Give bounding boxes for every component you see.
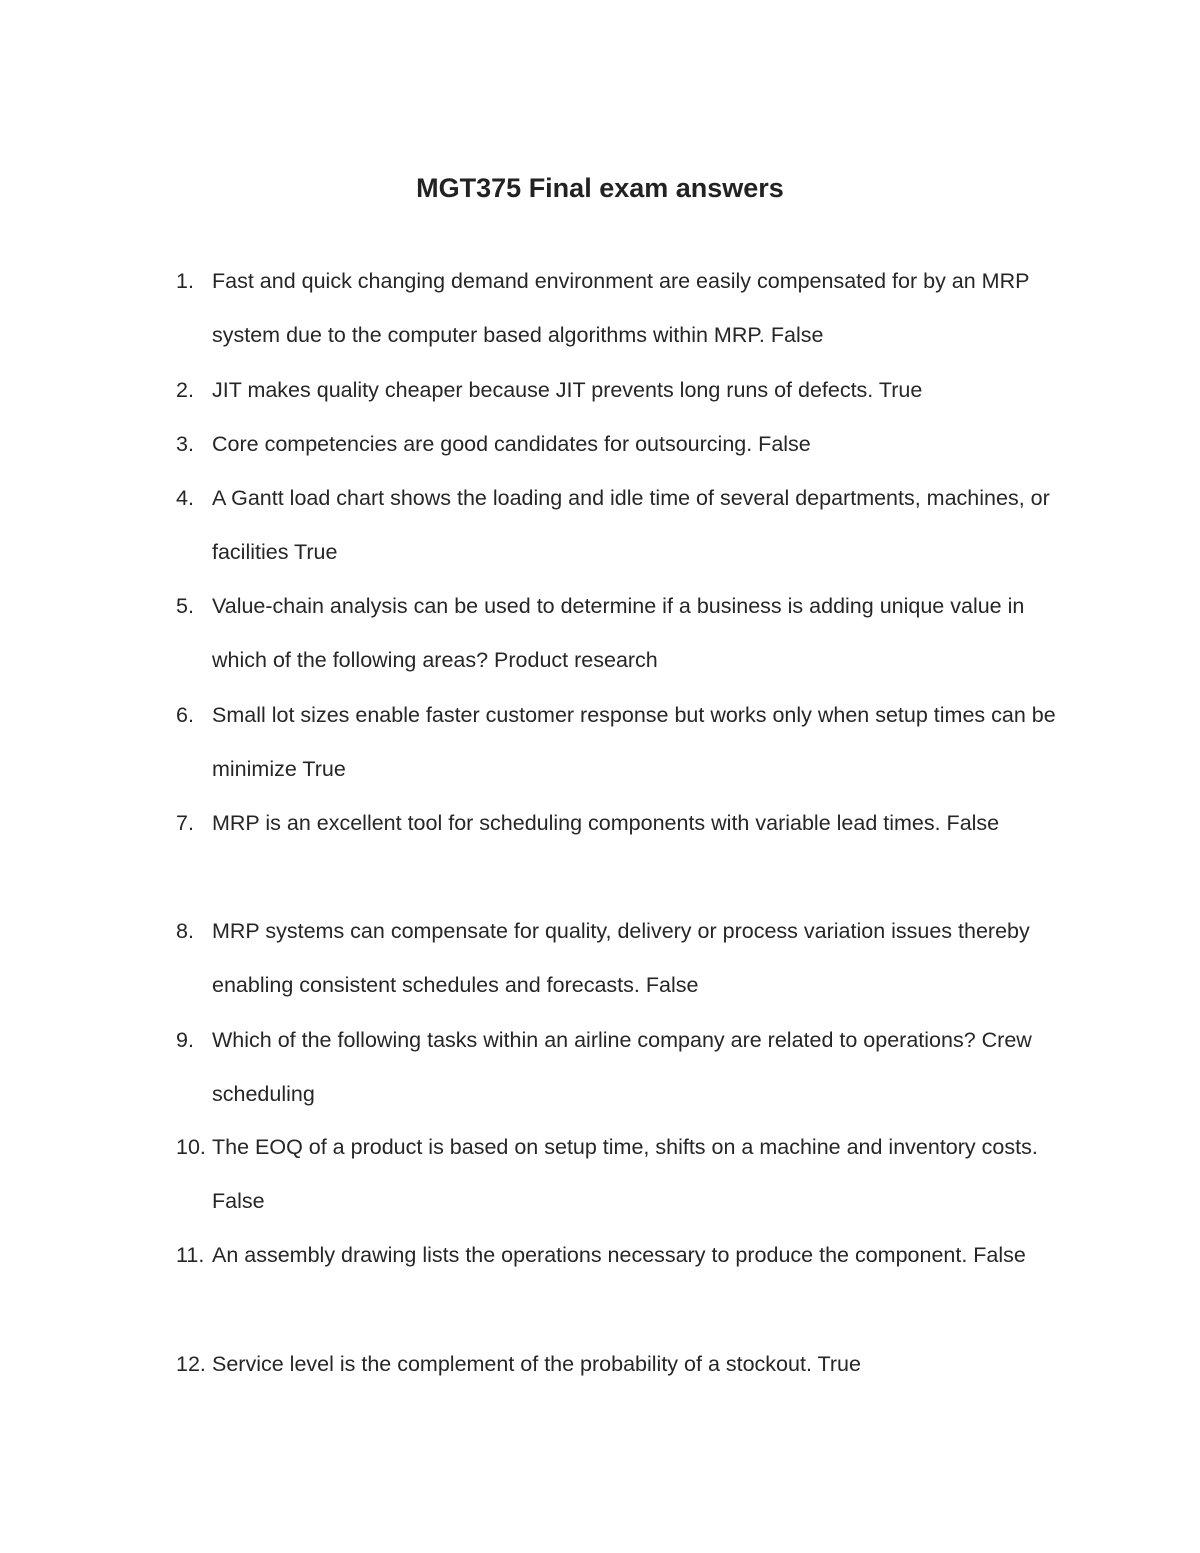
item-number: 12. — [176, 1352, 206, 1376]
item-text: Service level is the complement of the probability of a stockout. True — [212, 1352, 861, 1376]
item-text: MRP systems can compensate for quality, delivery or process variation issues thereby enabling consistent schedules and forecasts. False — [212, 919, 1030, 998]
item-text: A Gantt load chart shows the loading and idle time of several departments, machines, or facilities True — [212, 486, 1050, 565]
item-number: 7. — [176, 811, 194, 835]
item-text: JIT makes quality cheaper because JIT prevents long runs of defects. True — [212, 378, 923, 402]
item-text: The EOQ of a product is based on setup time, shifts on a machine and inventory costs. False — [212, 1135, 1038, 1214]
item-number: 11. — [176, 1243, 205, 1267]
item-text: Small lot sizes enable faster customer response but works only when setup times can be minimize True — [212, 703, 1056, 782]
item-number: 5. — [176, 594, 194, 618]
document-title: MGT375 Final exam answers — [416, 173, 784, 203]
item-number: 9. — [176, 1028, 194, 1052]
item-text: Value-chain analysis can be used to determine if a business is adding unique value in which of the following areas? Product research — [212, 594, 1025, 673]
item-text: MRP is an excellent tool for scheduling components with variable lead times. False — [212, 811, 1000, 835]
item-text: Which of the following tasks within an airline company are related to operations? Crew scheduling — [212, 1028, 1032, 1107]
item-text: An assembly drawing lists the operations necessary to produce the component. False — [212, 1243, 1026, 1267]
item-number: 6. — [176, 703, 194, 727]
item-number: 4. — [176, 486, 194, 510]
item-number: 3. — [176, 432, 194, 456]
item-number: 1. — [176, 269, 194, 293]
item-text: Core competencies are good candidates for outsourcing. False — [212, 432, 811, 456]
item-number: 8. — [176, 919, 194, 943]
item-text: Fast and quick changing demand environment are easily compensated for by an MRP system due to the computer based algorithms within MRP. False — [212, 269, 1030, 348]
item-number: 10. — [176, 1135, 206, 1159]
item-number: 2. — [176, 378, 194, 402]
